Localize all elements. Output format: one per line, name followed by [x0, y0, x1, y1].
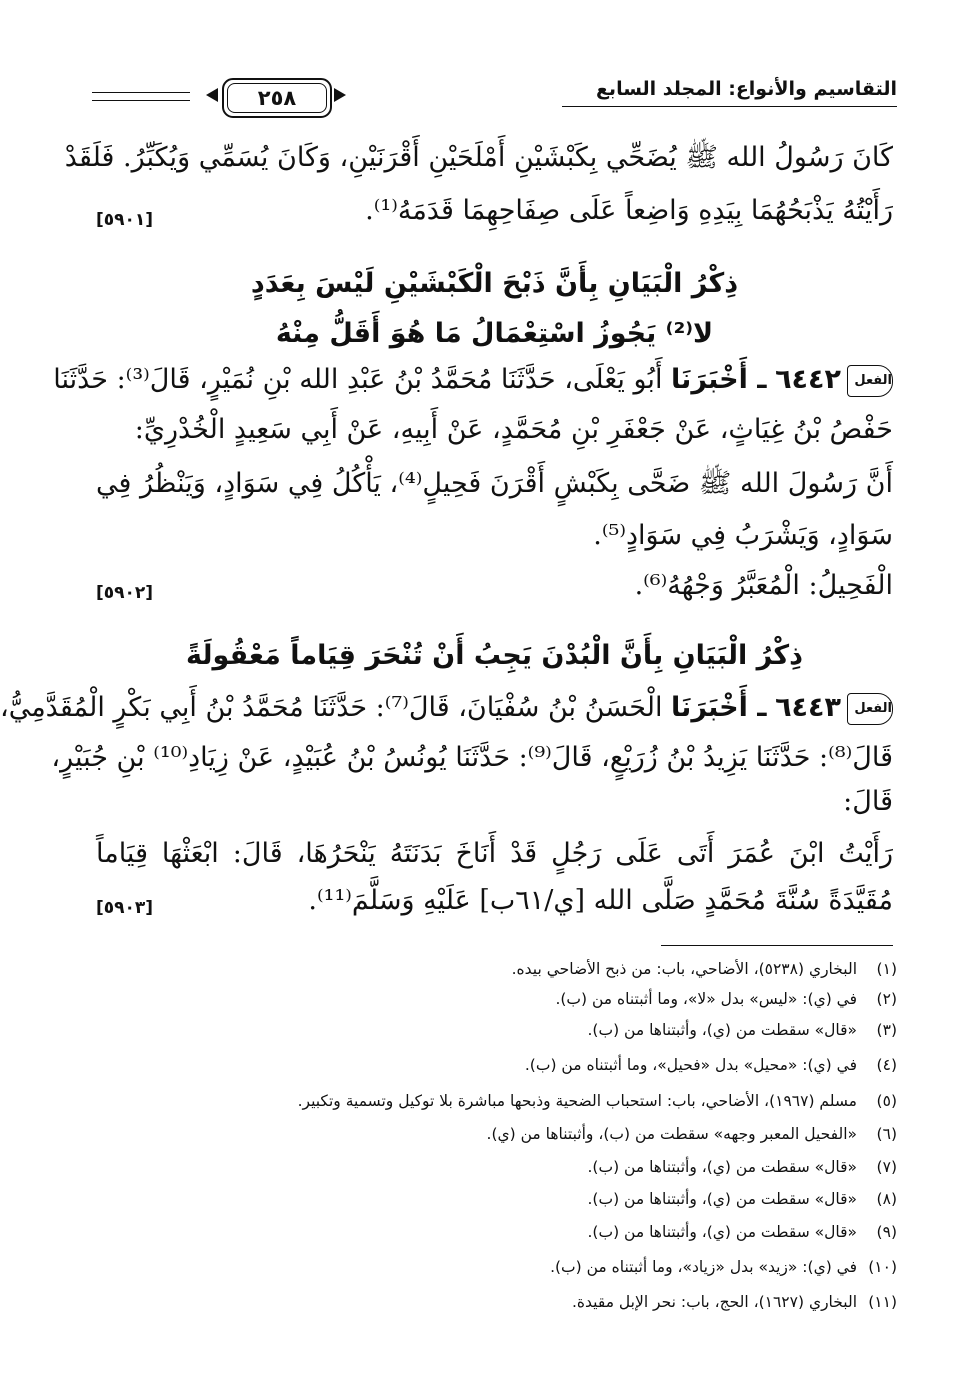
footnote-text: «قال» سقطت من (ي)، وأثبتناها من (ب).: [587, 1021, 857, 1039]
footnote-text: في (ي): «زيد» بدل «زياد»، وما أثبتناه من (ب).: [550, 1258, 857, 1276]
reference-number: [٥٩٠١]: [96, 210, 154, 230]
text-line: رَأَيْتُهُ يَذْبَحُهُمَا بِيَدِهِ وَاضِعاً عَلَى صِفَاحِهِمَا قَدَمَهُ⁽¹⁾.: [365, 195, 893, 226]
hadith-number: ٦٤٤٢: [775, 364, 841, 395]
text-line: حَفْصُ بْنُ غِيَاثٍ، عَنْ جَعْفَرِ بْنِ مُحَمَّدٍ، عَنْ أَبِيهِ، عَنْ أَبِي سَعِيدٍ الْخُدْرِيِّ:: [134, 414, 893, 445]
hadith-badge: الفعل: [847, 693, 893, 725]
matn-line: رَأَيْتُ ابْنَ عُمَرَ أَتَى عَلَى رَجُلٍ قَدْ أَنَاخَ بَدَنَتَهُ يَنْحَرُهَا، قَالَ: ابْعَثْهَا قِيَاماً: [96, 838, 893, 869]
matn-line: الْفَحِيلُ: الْمُعَبَّرُ وَجْهُهُ⁽⁶⁾.: [634, 570, 893, 601]
footnote-text: في (ي): «ليس» بدل «لا»، وما أثبتناه من (ب).: [555, 990, 857, 1008]
footnote: [82, 1190, 897, 1208]
footnote: [82, 1056, 897, 1074]
footnote: [82, 1125, 897, 1143]
footnote-number: (٤): [876, 1056, 897, 1074]
footnote-separator: [661, 945, 893, 946]
header-double-rule: [92, 92, 190, 101]
footnote-number: (٦): [876, 1125, 897, 1143]
reference-number: [٥٩٠٢]: [96, 583, 154, 603]
footnote: [82, 1092, 897, 1110]
isnad-text: أَبُو يَعْلَى، حَدَّثَنَا مُحَمَّدُ بْنُ عَبْدِ الله بْنِ نُمَيْرٍ، قَالَ⁽³⁾: حَدَّثَنَا: [53, 364, 663, 395]
page-number-left-ornament: [206, 88, 218, 102]
footnote-text: في (ي): «محيل» بدل «فحيل»، وما أثبتناه من (ب).: [524, 1056, 857, 1074]
footnote-number: (٢): [876, 990, 897, 1008]
text-line: قَالَ⁽⁸⁾: حَدَّثَنَا يَزِيدُ بْنُ زُرَيْعٍ، قَالَ⁽⁹⁾: حَدَّثَنَا يُونُسُ بْنُ عُبَيْدٍ، عَنْ زِيَادِ⁽¹⁰⁾ بْنِ جُبَيْرٍ،: [51, 742, 893, 773]
hadith-badge: الفعل: [847, 365, 893, 397]
running-title: التقاسيم والأنواع: المجلد السابع: [595, 78, 897, 100]
footnote-number: (٧): [876, 1158, 897, 1176]
footnote: [82, 1293, 897, 1311]
header-rule: [562, 106, 897, 107]
page-number: ٢٥٨: [257, 86, 297, 110]
section-heading: ذِكْرُ الْبَيَانِ بِأَنَّ الْبُدْنَ يَجِبُ أَنْ تُنْحَرَ قِيَاماً مَعْقُولَةً: [186, 640, 803, 671]
footnote-number: (٨): [876, 1190, 897, 1208]
footnote-number: (١٠): [868, 1258, 897, 1276]
footnote: [82, 1223, 897, 1241]
footnote-text: البخاري (١٦٢٧)، الحج، باب: نحر الإبل مقيدة.: [572, 1293, 857, 1311]
isnad-text: الْحَسَنُ بْنُ سُفْيَانَ، قَالَ⁽⁷⁾: حَدَّثَنَا مُحَمَّدُ بْنُ أَبِي بَكْرٍ الْمُقَدَّمِيُّ،: [0, 692, 663, 723]
footnote-number: (٥): [876, 1092, 897, 1110]
footnote-text: «الفحيل المعبر وجهه» سقطت من (ب)، وأثبتناها من (ي).: [486, 1125, 857, 1143]
hadith-isnad-line: [53, 364, 893, 397]
matn-line: مُقَيَّدَةً سُنَّةَ مُحَمَّدٍ صَلَّى الله [ي/٦١ب] عَلَيْهِ وَسَلَّمَ⁽¹¹⁾.: [308, 885, 893, 916]
footnote: [82, 1158, 897, 1176]
footnote-text: «قال» سقطت من (ي)، وأثبتناها من (ب).: [587, 1223, 857, 1241]
hadith-number: ٦٤٤٣: [775, 692, 841, 723]
page-number-right-ornament: [334, 88, 346, 102]
akhbarana-label: ـ أَخْبَرَنَا: [671, 692, 767, 723]
page-number-frame: [222, 78, 332, 118]
reference-number: [٥٩٠٣]: [96, 898, 154, 918]
hadith-isnad-line: [0, 692, 893, 725]
akhbarana-label: ـ أَخْبَرَنَا: [671, 364, 767, 395]
footnote-text: «قال» سقطت من (ي)، وأثبتناها من (ب).: [587, 1158, 857, 1176]
matn-line: سَوَادٍ، وَيَشْرَبُ فِي سَوَادٍ⁽⁵⁾.: [593, 520, 893, 551]
footnote-text: «قال» سقطت من (ي)، وأثبتناها من (ب).: [587, 1190, 857, 1208]
footnote-number: (٩): [876, 1223, 897, 1241]
text-line: قَالَ:: [843, 786, 893, 817]
section-heading: لا⁽²⁾ يَجُوزُ اسْتِعْمَالُ مَا هُوَ أَقَلُّ مِنْهُ: [275, 318, 714, 349]
text-line: كَانَ رَسُولُ الله ﷺ يُضَحِّي بِكَبْشَيْنِ أَمْلَحَيْنِ أَقْرَنَيْنِ، وَكَانَ يُسَمِّي وَيُكَبِّرُ. فَلَقَدْ: [64, 142, 893, 173]
page-header: [92, 76, 897, 116]
footnote: [82, 990, 897, 1008]
footnote-text: البخاري (٥٢٣٨)، الأضاحي، باب: من ذبح الأضاحي بيده.: [511, 960, 857, 978]
matn-line: أَنَّ رَسُولَ الله ﷺ ضَحَّى بِكَبْشٍ أَقْرَنَ فَحِيلٍ⁽⁴⁾، يَأْكُلُ فِي سَوَادٍ، وَيَنْظُرُ فِي: [96, 468, 893, 499]
footnote: [82, 1258, 897, 1276]
footnote: [82, 1021, 897, 1039]
footnote-number: (١): [876, 960, 897, 978]
section-heading: ذِكْرُ الْبَيَانِ بِأَنَّ ذَبْحَ الْكَبْشَيْنِ لَيْسَ بِعَدَدٍ: [250, 268, 739, 299]
footnote-number: (٣): [876, 1021, 897, 1039]
footnote-text: مسلم (١٩٦٧)، الأضاحي، باب: استحباب الضحية وذبحها مباشرة بلا توكيل وتسمية وتكبير.: [297, 1092, 857, 1110]
footnote: [82, 960, 897, 978]
footnote-number: (١١): [868, 1293, 897, 1311]
